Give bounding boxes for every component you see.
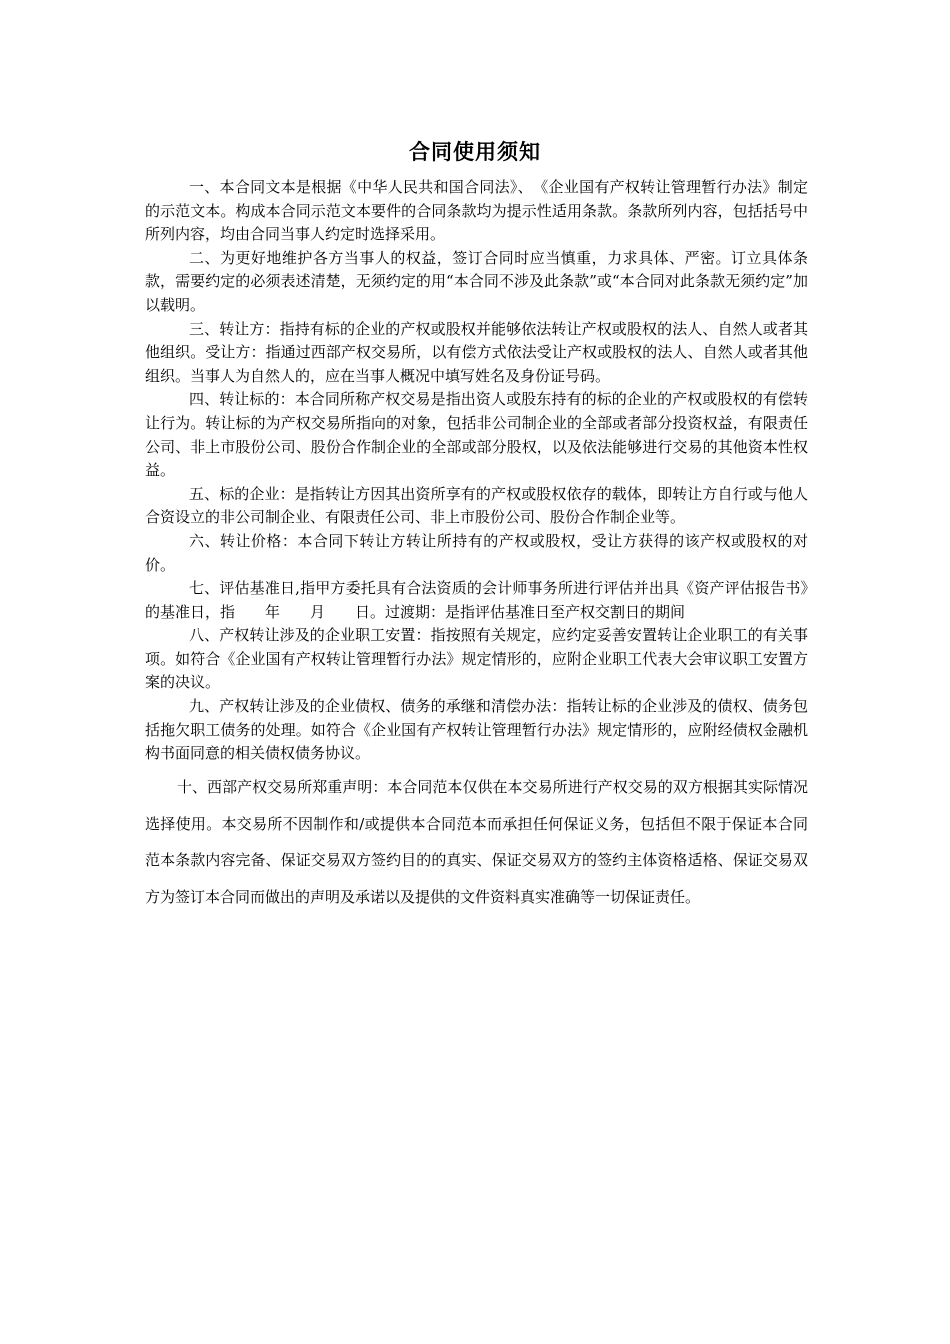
paragraph-8: 八、产权转让涉及的企业职工安置：指按照有关规定，应约定妥善安置转让企业职工的有关事项。如符合《企业国有产权转让管理暂行办法》规定情形的，应附企业职工代表大会审议职工安置方案的决议。 bbox=[145, 626, 808, 692]
paragraph-2: 二、为更好地维护各方当事人的权益，签订合同时应当慎重，力求具体、严密。订立具体条款，需要约定的必须表述清楚，无须约定的用“本合同不涉及此条款”或“本合同对此条款无须约定”加以载明。 bbox=[145, 248, 808, 314]
paragraph-6: 六、转让价格：本合同下转让方转让所持有的产权或股权，受让方获得的该产权或股权的对价。 bbox=[145, 531, 808, 574]
paragraph-1: 一、本合同文本是根据《中华人民共和国合同法》、 《企业国有产权转让管理暂行办法》制定的示范文本。构成本合同示范文本要件的合同条款均为提示性适用条款。条款所列内容，包括括号中所列内容，均由合同当事人约定时选择采用。 bbox=[145, 178, 808, 244]
paragraph-9: 九、产权转让涉及的企业债权、债务的承继和清偿办法：指转让标的企业涉及的债权、债务包括拖欠职工债务的处理。如符合《企业国有产权转让管理暂行办法》规定情形的，应附经债权金融机构书面同意的相关债权债务协议。 bbox=[145, 697, 808, 763]
paragraph-7: 七、评估基准日,指甲方委托具有合法资质的会计师事务所进行评估并出具《资产评估报告书》的基准日，指 年 月 日。过渡期：是指评估基准日至产权交割日的期间 bbox=[145, 579, 808, 621]
paragraph-5: 五、标的企业：是指转让方因其出资所享有的产权或股权依存的载体，即转让方自行或与他人合资设立的非公司制企业、有限责任公司、非上市股份公司、股份合作制企业等。 bbox=[145, 484, 808, 527]
paragraph-10: 十、西部产权交易所郑重声明：本合同范本仅供在本交易所进行产权交易的双方根据其实际情况选择使用。本交易所不因制作和/或提供本合同范本而承担任何保证义务，包括但不限于保证本合同范本条款内容完备、保证交易双方签约目的的真实、保证交易双方的签约主体资格适格、保证交易双方为签订本合同而做出的声明及承诺以及提供的文件资料真实准确等一切保证责任。 bbox=[145, 777, 808, 907]
paragraph-3: 三、转让方：指持有标的企业的产权或股权并能够依法转让产权或股权的法人、自然人或者其他组织。受让方：指通过西部产权交易所，以有偿方式依法受让产权或股权的法人、自然人或者其他组织。当事人为自然人的，应在当事人概况中填写姓名及身份证号码。 bbox=[145, 319, 808, 385]
document-body bbox=[145, 176, 808, 916]
paragraph-4: 四、转让标的：本合同所称产权交易是指出资人或股东持有的标的企业的产权或股权的有偿转让行为。转让标的为产权交易所指向的对象，包括非公司制企业的全部或者部分投资权益，有限责任公司、非上市股份公司、股份合作制企业的全部或部分股权，以及依法能够进行交易的其他资本性权益。 bbox=[145, 390, 808, 480]
document-title: 合同使用须知 bbox=[409, 140, 541, 164]
